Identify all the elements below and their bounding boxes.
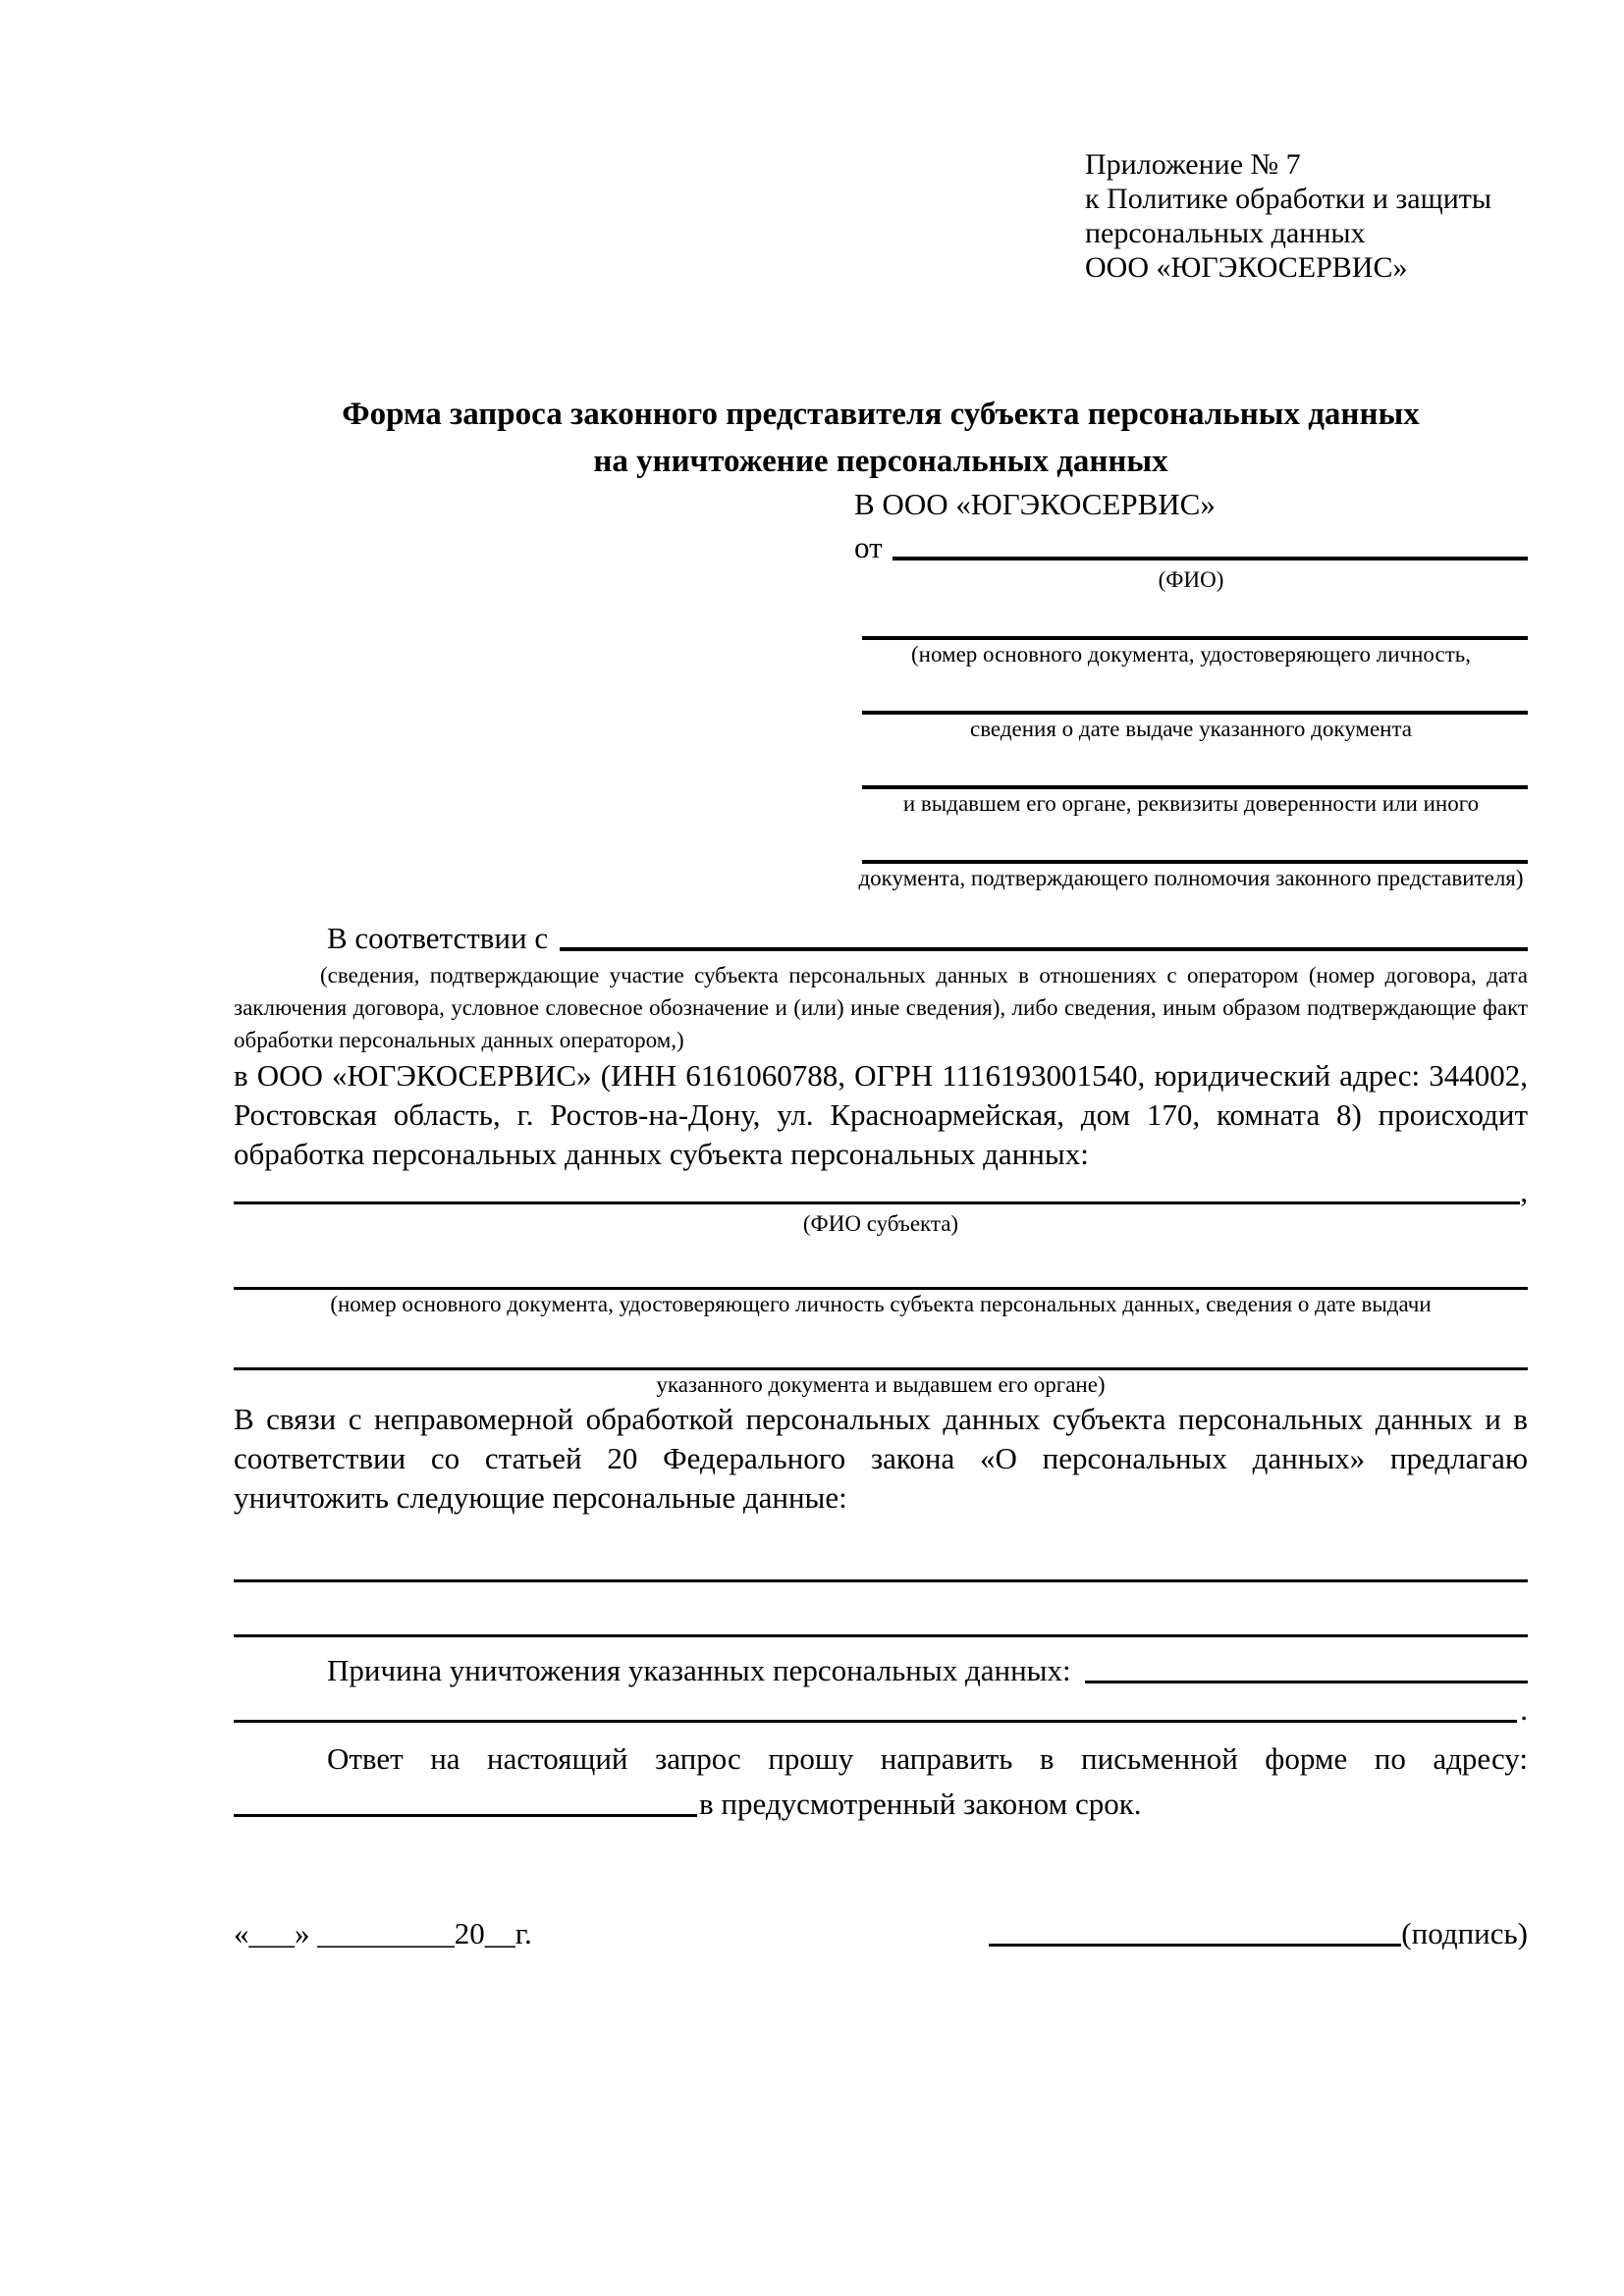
according-row: [234, 913, 1528, 956]
operator-paragraph: в ООО «ЮГЭКОСЕРВИС» (ИНН 6161060788, ОГРН 1116193001540, юридический адрес: 344002, Ростовская область, г. Ростов-на-Дону, ул. Красноармейская, дом 170, комната 8) происходит обработка персональных данных субъекта персональных данных:: [234, 1058, 1528, 1171]
period-text: .: [1520, 1692, 1528, 1727]
data-list-row1: [234, 1547, 1528, 1582]
reason-continuation-row: [234, 1688, 1528, 1728]
caption-fio: (ФИО): [1158, 567, 1224, 592]
reply-paragraph: Ответ на настоящий запрос прошу направить в письменной форме по адресу:: [327, 1741, 1528, 1776]
caption-document-number: (номер основного документа, удостоверяющего личность,: [910, 642, 1471, 667]
appendix-line: персональных данных: [1085, 217, 1366, 249]
according-label: В соответствии с: [327, 921, 549, 955]
subject-document-row2: [234, 1335, 1528, 1370]
caption-subject-fio: (ФИО субъекта): [802, 1211, 959, 1236]
addressee-block: [854, 485, 1528, 893]
reason-blank-field[interactable]: [1085, 1681, 1528, 1683]
appendix-note: [1085, 147, 1528, 285]
subject-fio-row: [234, 1174, 1528, 1209]
reason-blank-field2[interactable]: [234, 1720, 1517, 1723]
reply-tail-text: в предусмотренный законом срок.: [699, 1787, 1142, 1821]
according-blank-field[interactable]: [560, 947, 1528, 951]
reason-label: Причина уничтожения указанных персональных данных:: [327, 1653, 1071, 1687]
caption-issue-date: сведения о дате выдаче указанного документа: [969, 717, 1413, 741]
document-title-line2: на уничтожение персональных данных: [593, 444, 1168, 479]
signature-blank-field[interactable]: [989, 1944, 1401, 1947]
document-title: [234, 391, 1528, 485]
caption-subject-document: (номер основного документа, удостоверяющего личность субъекта персональных данных, сведения о дате выдачи: [330, 1292, 1432, 1316]
subject-document-row: [234, 1255, 1528, 1290]
data-list-blank-field2[interactable]: [234, 1634, 1528, 1637]
addressee-org: В ООО «ЮГЭКОСЕРВИС»: [854, 487, 1216, 521]
from-row: [854, 524, 1528, 565]
comma-text: ,: [1520, 1174, 1528, 1208]
appendix-line: ООО «ЮГЭКОСЕРВИС»: [1085, 251, 1408, 284]
appendix-line: Приложение № 7: [1085, 148, 1301, 181]
appendix-line: к Политике обработки и защиты: [1085, 183, 1492, 215]
signature-caption: (подпись): [1401, 1916, 1528, 1950]
document-title-line1: Форма запроса законного представителя субъекта персональных данных: [342, 397, 1420, 432]
reply-address-row: [234, 1779, 1528, 1822]
reply-address-blank-field[interactable]: [234, 1814, 697, 1817]
reason-row: [234, 1643, 1528, 1688]
from-label: от: [854, 530, 883, 564]
document-body: [234, 913, 1528, 1822]
signature-footer: [234, 1916, 1528, 1951]
caption-subject-document2: указанного документа и выдавшем его органе): [656, 1372, 1106, 1397]
demand-paragraph: В связи с неправомерной обработкой персональных данных субъекта персональных данных и в соответствии со статьей 20 Федерального закона «О персональных данных» предлагаю уничтожить следующие персональные данные:: [234, 1402, 1528, 1515]
fio-blank-field[interactable]: [893, 557, 1528, 561]
signature-area: [989, 1916, 1528, 1951]
data-list-row2: [234, 1602, 1528, 1637]
data-list-blank-field1[interactable]: [234, 1579, 1528, 1582]
caption-issuing-authority: и выдавшем его органе, реквизиты доверенности или иного: [902, 791, 1480, 816]
subject-fio-blank-field[interactable]: [234, 1201, 1520, 1204]
according-footnote: (сведения, подтверждающие участие субъекта персональных данных в отношениях с оператором (номер договора, дата заключения договора, условное словесное обозначение и (или) иные сведения), либо сведения, иным образом подтверждающие факт обработки персональных данных оператором,): [234, 963, 1528, 1052]
caption-representative-authority: документа, подтверждающего полномочия законного представителя): [858, 866, 1524, 890]
date-line: «___» _________20__г.: [234, 1916, 532, 1950]
